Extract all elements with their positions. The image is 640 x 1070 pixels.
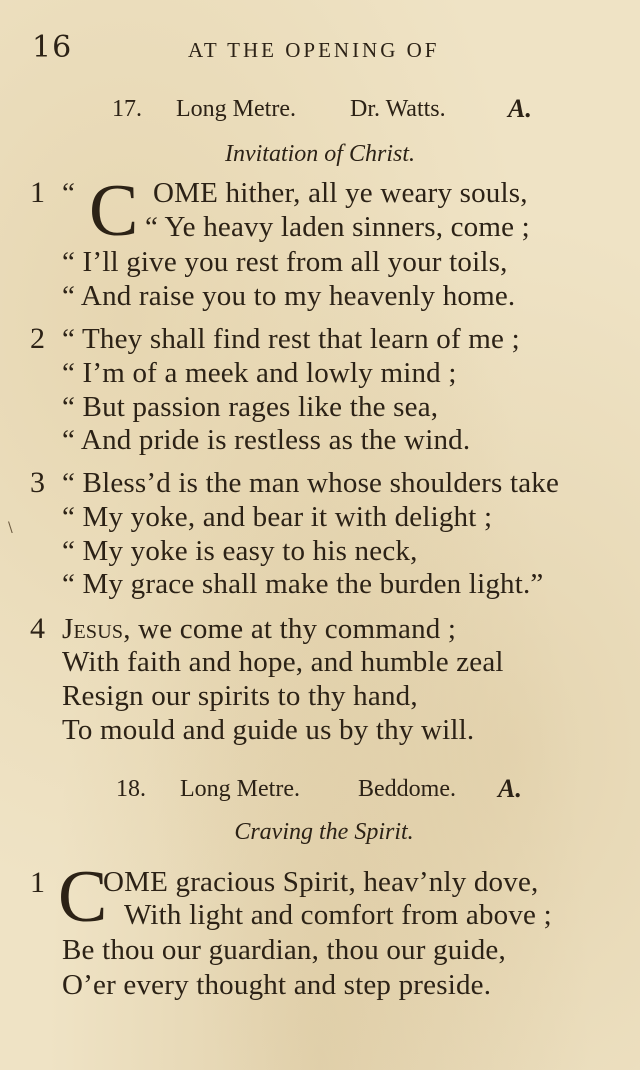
verse-line: “ They shall find rest that learn of me ; — [62, 323, 520, 355]
verse-line: “ My yoke, and bear it with delight ; — [62, 501, 493, 533]
verse-line: “ But passion rages like the sea, — [62, 391, 439, 423]
verse-line: “ I’ll give you rest from all your toils, — [62, 246, 508, 278]
verse-line-rest: we come at thy command ; — [130, 613, 457, 645]
verse-line: To mould and guide us by thy will. — [62, 714, 475, 746]
hymn-mark: A. — [508, 94, 532, 123]
hymn-title: Craving the Spirit. — [234, 819, 414, 845]
page-header — [0, 30, 640, 70]
stray-ink-mark: \ — [8, 520, 13, 536]
verse-number: 1 — [30, 866, 45, 899]
running-title: AT THE OPENING OF — [188, 38, 440, 62]
hymn-title: Invitation of Christ. — [224, 141, 415, 167]
verse-line-first — [62, 613, 456, 646]
verse-line: “ I’m of a meek and lowly mind ; — [62, 357, 457, 389]
hymn-number: 17. — [112, 96, 142, 122]
first-word: Jesus, — [62, 613, 131, 645]
drop-cap: C — [89, 170, 139, 252]
open-quote: “ — [62, 177, 76, 209]
verse-number: 1 — [30, 176, 45, 209]
hymn-number: 18. — [116, 776, 146, 802]
verse-line: “ My yoke is easy to his neck, — [62, 535, 418, 567]
verse-line: With light and comfort from above ; — [124, 899, 552, 931]
drop-cap: C — [58, 856, 108, 938]
verse-line: O’er every thought and step preside. — [62, 969, 492, 1001]
verse-line: OME hither, all ye weary souls, — [153, 177, 528, 209]
verse-line: “ Ye heavy laden sinners, come ; — [145, 211, 530, 243]
page-number: 16 — [32, 30, 73, 65]
hymn-mark: A. — [498, 774, 522, 803]
hymn-author: Dr. Watts. — [350, 96, 446, 122]
hymn-author: Beddome. — [358, 776, 456, 802]
verse-line: “ Bless’d is the man whose shoulders take — [62, 467, 560, 499]
verse-line: OME gracious Spirit, heav’nly dove, — [103, 866, 539, 898]
verse-line: With faith and hope, and humble zeal — [62, 646, 504, 678]
verse-line: “ And pride is restless as the wind. — [62, 424, 471, 456]
verse-line: Be thou our guardian, thou our guide, — [62, 934, 506, 966]
verse-line: “ And raise you to my heavenly home. — [62, 280, 516, 312]
hymn-metre: Long Metre. — [180, 776, 300, 802]
verse-number: 3 — [30, 466, 45, 499]
verse-number: 4 — [30, 612, 45, 645]
verse-line: Resign our spirits to thy hand, — [62, 680, 418, 712]
verse-line: “ My grace shall make the burden light.” — [62, 568, 544, 600]
verse-number: 2 — [30, 322, 45, 355]
hymn-metre: Long Metre. — [176, 96, 296, 122]
